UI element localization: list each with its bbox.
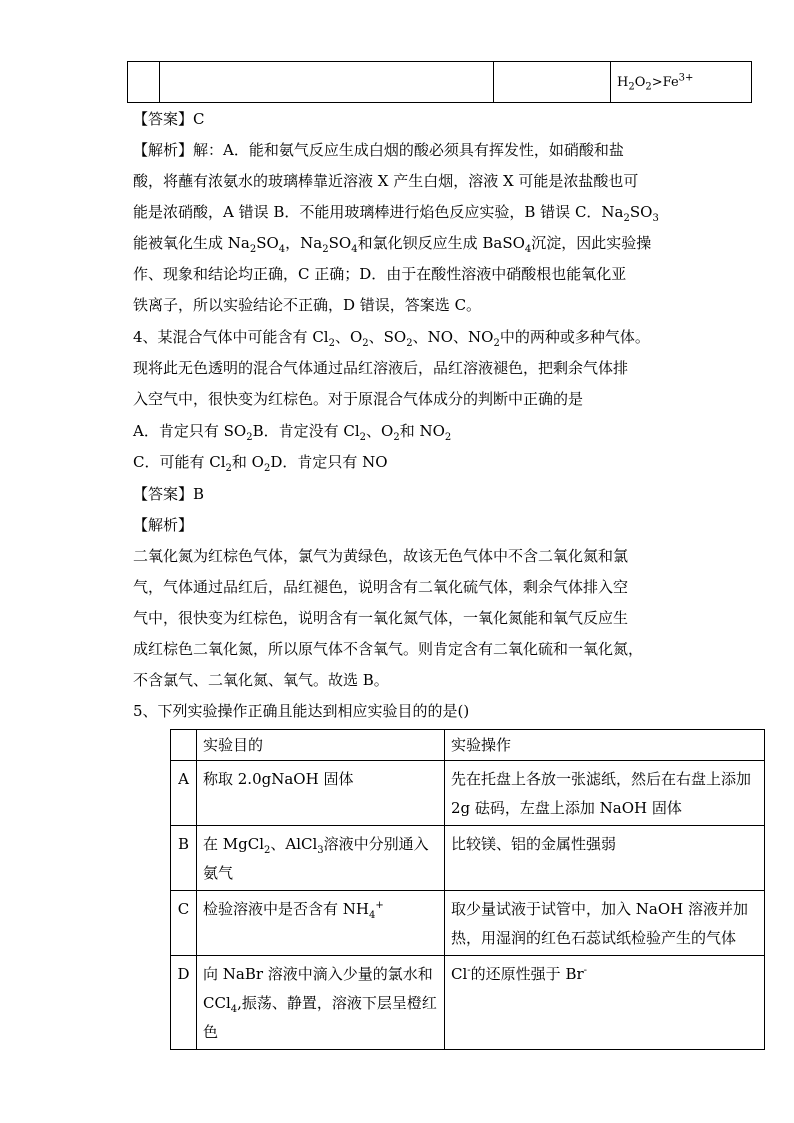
q3-answer: [133, 109, 205, 129]
q4-stem-line-2: 现将此无色透明的混合气体通过品红溶液后，品红溶液褪色，把剩余气体排: [133, 359, 629, 377]
answer-tag: 【答案】: [133, 110, 194, 128]
q3-analysis-line-3: 能是浓硝酸，A 错误 B．不能用玻璃棒进行焰色反应实验，B 错误 C．$Na_2SO_3$: [133, 203, 659, 224]
row-purpose: 向 NaBr 溶液中滴入少量的氯水和 CCl$_4$,振荡、静置，溶液下层呈橙红色: [197, 956, 445, 1050]
q3-analysis-line-4: 能被氧化生成 $Na_2SO_4$，$Na_2SO_4$和氯化钡反应生成 BaSO$_4$沉淀，因此实验操: [133, 234, 652, 255]
row-operation: Cl-的还原性强于 Br-: [445, 956, 765, 1050]
answer-value: C: [193, 110, 205, 128]
row-key: A: [171, 761, 197, 826]
table-cell: [494, 62, 611, 103]
previous-question-table: [127, 61, 752, 103]
table-cell: [160, 62, 494, 103]
q4-analysis-line-1: 二氧化氮为红棕色气体，氯气为黄绿色，故该无色气体中不含二氧化氮和氯: [133, 547, 629, 565]
table-cell: [128, 62, 160, 103]
row-key: C: [171, 891, 197, 956]
q5-table: [170, 729, 765, 1050]
q3-analysis-line-1: [133, 140, 624, 160]
answer-value: B: [193, 485, 205, 503]
header-operation: 实验操作: [445, 730, 765, 761]
row-operation: 取少量试液于试管中，加入 NaOH 溶液并加热，用湿润的红色石蕊试纸检验产生的气体: [445, 891, 765, 956]
q4-stem-line-3: 入空气中，很快变为红棕色。对于原混合气体成分的判断中正确的是: [133, 390, 584, 408]
row-purpose: 检验溶液中是否含有 $NH_4^+$: [197, 891, 445, 956]
q4-analysis-line-3: 气中，很快变为红棕色，说明含有一氧化氮气体，一氧化氮能和氧气反应生: [133, 609, 629, 627]
table-row: [171, 956, 765, 1050]
row-operation: 先在托盘上各放一张滤纸，然后在右盘上添加 2g 砝码，左盘上添加 NaOH 固体: [445, 761, 765, 826]
q4-options-line-2: C．可能有 $Cl_2$和 $O_2D$．肯定只有 NO: [133, 453, 388, 474]
q4-analysis-line-5: 不含氯气、二氧化氮、氧气。故选 B。: [133, 671, 389, 689]
analysis-tag: 【解析】: [133, 141, 194, 159]
row-key: D: [171, 956, 197, 1050]
table-cell-conclusion: $H_2O_2>Fe^{3+}$: [611, 62, 752, 103]
q4-stem-line-1: 4、某混合气体中可能含有 $Cl_2$、$O_2$、$SO_2$、NO、$NO_2$中的两种或多种气体。: [133, 328, 650, 349]
row-purpose: 称取 2.0gNaOH 固体: [197, 761, 445, 826]
header-purpose: 实验目的: [197, 730, 445, 761]
answer-tag: 【答案】: [133, 485, 194, 503]
q3-analysis-line-2: 酸，将蘸有浓氨水的玻璃棒靠近溶液 X 产生白烟，溶液 X 可能是浓盐酸也可: [133, 172, 639, 190]
q4-analysis-tag: 【解析】: [133, 516, 194, 534]
q4-answer: [133, 484, 204, 504]
row-operation: 比较镁、铝的金属性强弱: [445, 826, 765, 891]
q3-analysis-line-6: 铁离子，所以实验结论不正确，D 错误，答案选 C。: [133, 296, 482, 314]
table-row: [171, 891, 765, 956]
q4-analysis-line-2: 气，气体通过品红后，品红褪色，说明含有二氧化硫气体，剩余气体排入空: [133, 578, 629, 596]
row-key: B: [171, 826, 197, 891]
q3-analysis-line-5: 作、现象和结论均正确，C 正确；D．由于在酸性溶液中硝酸根也能氧化亚: [133, 265, 627, 283]
header-key: [171, 730, 197, 761]
table-row: [171, 761, 765, 826]
table-row: [171, 826, 765, 891]
analysis-text: 解：A．能和氨气反应生成白烟的酸必须具有挥发性，如硝酸和盐: [193, 141, 624, 159]
q4-analysis-line-4: 成红棕色二氧化氮，所以原气体不含氧气。则肯定含有二氧化硫和一氧化氮，: [133, 640, 644, 658]
table-header-row: [171, 730, 765, 761]
q5-stem: 5、下列实验操作正确且能达到相应实验目的的是(): [133, 702, 470, 720]
row-purpose: 在 MgCl$_2$、AlCl$_3$溶液中分别通入氨气: [197, 826, 445, 891]
q4-options-line-1: A．肯定只有 $SO_2B$．肯定没有 $Cl_2$、$O_2$和 $NO_2$: [133, 422, 452, 443]
